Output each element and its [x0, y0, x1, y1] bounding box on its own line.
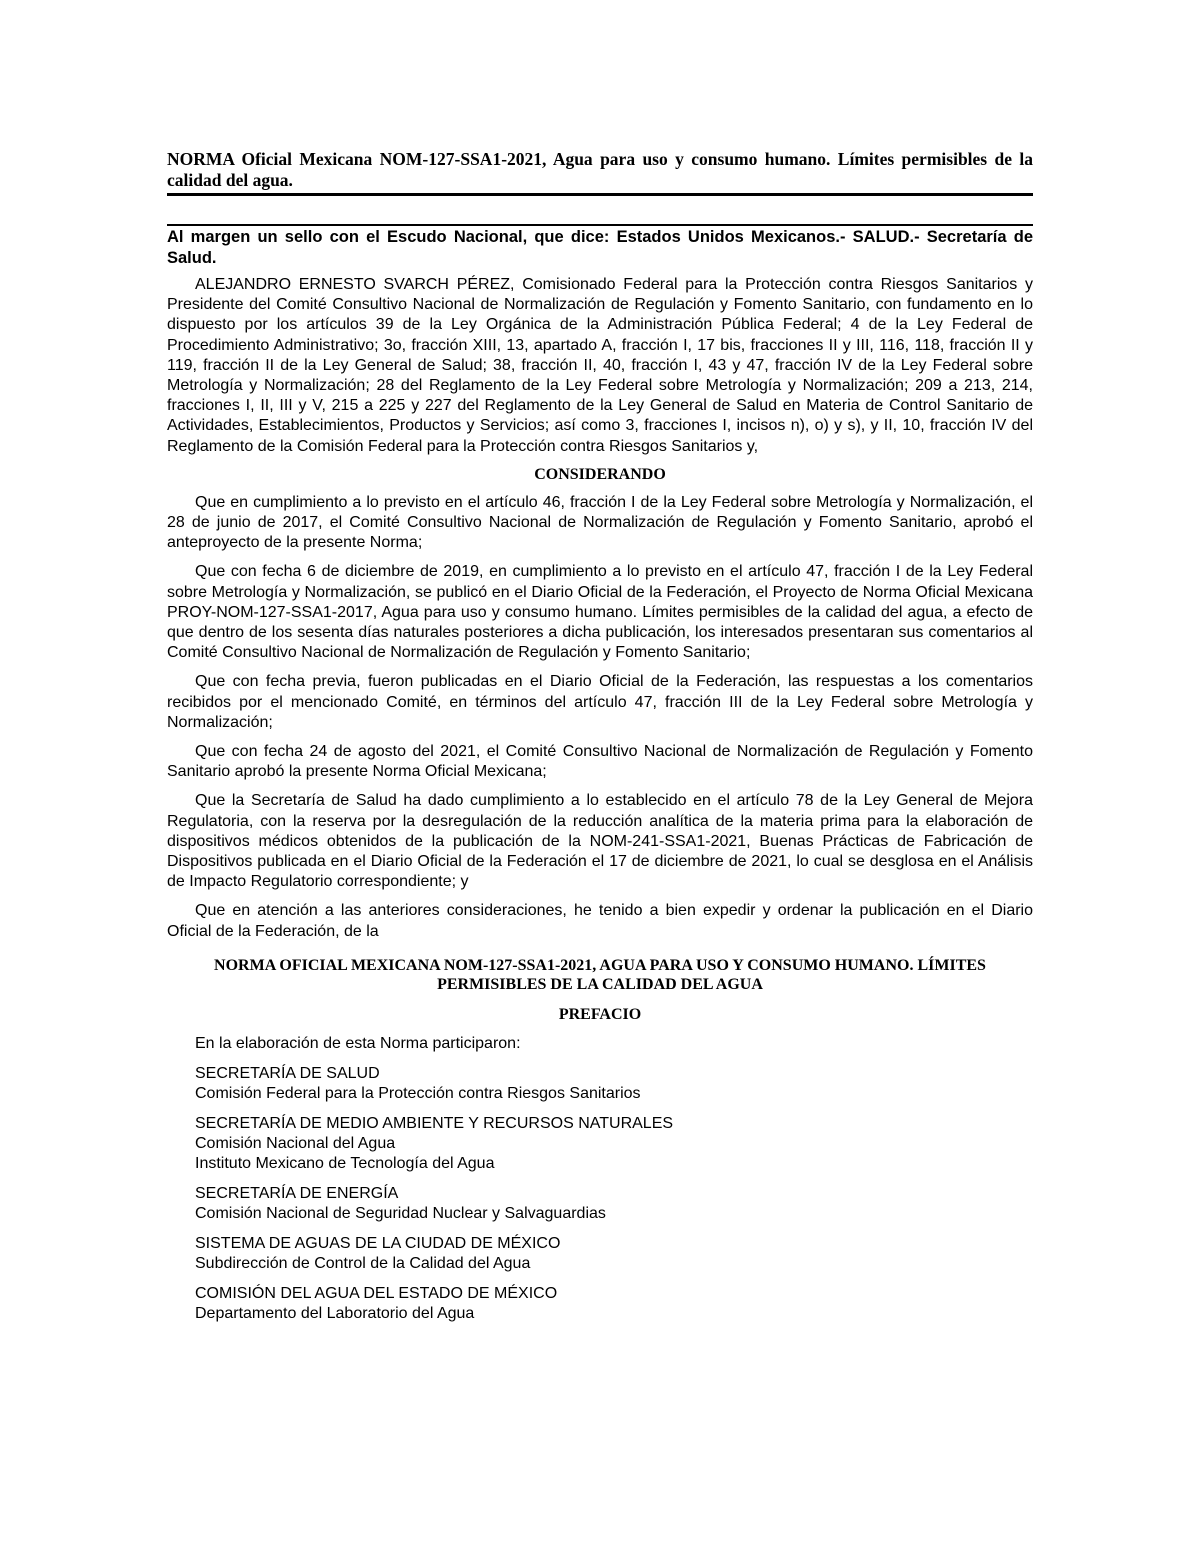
considerando-paragraph: Que en atención a las anteriores consideraciones, he tenido a bien expedir y ordenar la publicación en el Diario Oficial de la Federación, de la	[167, 902, 1033, 940]
prefacio-heading: PREFACIO	[558, 1005, 642, 1023]
title-rule	[167, 193, 1033, 196]
organization-unit: Comisión Nacional de Seguridad Nuclear y Salvaguardias	[195, 1204, 606, 1222]
section-rule	[167, 224, 1033, 226]
considerando-paragraph: Que con fecha 24 de agosto del 2021, el Comité Consultivo Nacional de Normalización de Regulación y Fomento Sanitario aprobó la presente Norma Oficial Mexicana;	[167, 743, 1033, 781]
organization-unit: Comisión Nacional del Agua	[195, 1134, 396, 1152]
organization-block	[167, 1114, 1033, 1174]
document-title: NORMA Oficial Mexicana NOM-127-SSA1-2021, Agua para uso y consumo humano. Límites permisibles de la calidad del agua.	[167, 149, 1033, 190]
organization-block	[167, 1234, 1033, 1274]
organization-name: SECRETARÍA DE ENERGÍA	[195, 1184, 399, 1202]
organization-name: SECRETARÍA DE SALUD	[195, 1064, 380, 1082]
organization-name: SECRETARÍA DE MEDIO AMBIENTE Y RECURSOS NATURALES	[195, 1114, 674, 1132]
considerando-paragraph: Que con fecha previa, fueron publicadas en el Diario Oficial de la Federación, las respuestas a los comentarios recibidos por el mencionado Comité, en términos del artículo 47, fracción III de la Ley Federal sobre Metrología y Normalización;	[167, 673, 1033, 731]
organization-name: SISTEMA DE AGUAS DE LA CIUDAD DE MÉXICO	[195, 1234, 561, 1252]
considerando-heading: CONSIDERANDO	[534, 465, 666, 483]
considerando-paragraph: Que en cumplimiento a lo previsto en el artículo 46, fracción I de la Ley Federal sobre Metrología y Normalización, el 28 de junio de 2017, el Comité Consultivo Nacional de Normalización de Regulación y Fomento Sanitario, aprobó el anteproyecto de la presente Norma;	[167, 493, 1033, 552]
document-page	[167, 0, 1033, 1324]
organization-unit: Instituto Mexicano de Tecnología del Agua	[195, 1154, 495, 1172]
organization-unit: Comisión Federal para la Protección contra Riesgos Sanitarios	[195, 1084, 641, 1102]
seal-statement: Al margen un sello con el Escudo Nacional, que dice: Estados Unidos Mexicanos.- SALUD.- Secretaría de Salud.	[167, 228, 1033, 267]
organization-block	[167, 1284, 1033, 1324]
organization-block	[167, 1184, 1033, 1224]
organization-unit: Departamento del Laboratorio del Agua	[195, 1304, 475, 1322]
intro-paragraph: ALEJANDRO ERNESTO SVARCH PÉREZ, Comisionado Federal para la Protección contra Riesgos Sanitarios y Presidente del Comité Consultivo Nacional de Normalización de Regulación y Fomento Sanitario, con fundamento en lo dispuesto por los artículos 39 de la Ley Orgánica de la Administración Pública Federal; 4 de la Ley Federal de Procedimiento Administrativo; 3o, fracción XIII, 13, apartado A, fracción I, 17 bis, fracciones II y III, 116, 118, fracción II y 119, fracción II de la Ley General de Salud; 38, fracción II, 40, fracción I, 43 y 47, fracción IV de la Ley Federal sobre Metrología y Normalización; 28 del Reglamento de la Ley Federal sobre Metrología y Normalización; 209 a 213, 214, fracciones I, II, III y V, 215 a 225 y 227 del Reglamento de la Ley General de Salud en Materia de Control Sanitario de Actividades, Establecimientos, Productos y Servicios; así como 3, fracciones I, incisos n), o) y s), y II, 10, fracción IV del Reglamento de la Comisión Federal para la Protección contra Riesgos Sanitarios y,	[167, 276, 1033, 455]
organization-block	[167, 1064, 1033, 1104]
norma-heading: NORMA OFICIAL MEXICANA NOM-127-SSA1-2021, AGUA PARA USO Y CONSUMO HUMANO. LÍMITES PERMISIBLES DE LA CALIDAD DEL AGUA	[214, 956, 986, 993]
organization-name: COMISIÓN DEL AGUA DEL ESTADO DE MÉXICO	[195, 1284, 558, 1302]
participants-intro: En la elaboración de esta Norma participaron:	[195, 1034, 521, 1052]
considerando-paragraph: Que la Secretaría de Salud ha dado cumplimiento a lo establecido en el artículo 78 de la Ley General de Mejora Regulatoria, con la reserva por la desregulación de la reducción analítica de la materia prima para la elaboración de dispositivos médicos obtenidos de la publicación de la NOM-241-SSA1-2021, Buenas Prácticas de Fabricación de Dispositivos publicada en el Diario Oficial de la Federación el 17 de diciembre de 2021, lo cual se desglosa en el Análisis de Impacto Regulatorio correspondiente; y	[167, 792, 1033, 891]
organization-unit: Subdirección de Control de la Calidad del Agua	[195, 1254, 531, 1272]
considerando-paragraph: Que con fecha 6 de diciembre de 2019, en cumplimiento a lo previsto en el artículo 47, fracción I de la Ley Federal sobre Metrología y Normalización, se publicó en el Diario Oficial de la Federación, el Proyecto de Norma Oficial Mexicana PROY-NOM-127-SSA1-2017, Agua para uso y consumo humano. Límites permisibles de la calidad del agua, a efecto de que dentro de los sesenta días naturales posteriores a dicha publicación, los interesados presentaran sus comentarios al Comité Consultivo Nacional de Normalización de Regulación y Fomento Sanitario;	[167, 563, 1033, 662]
